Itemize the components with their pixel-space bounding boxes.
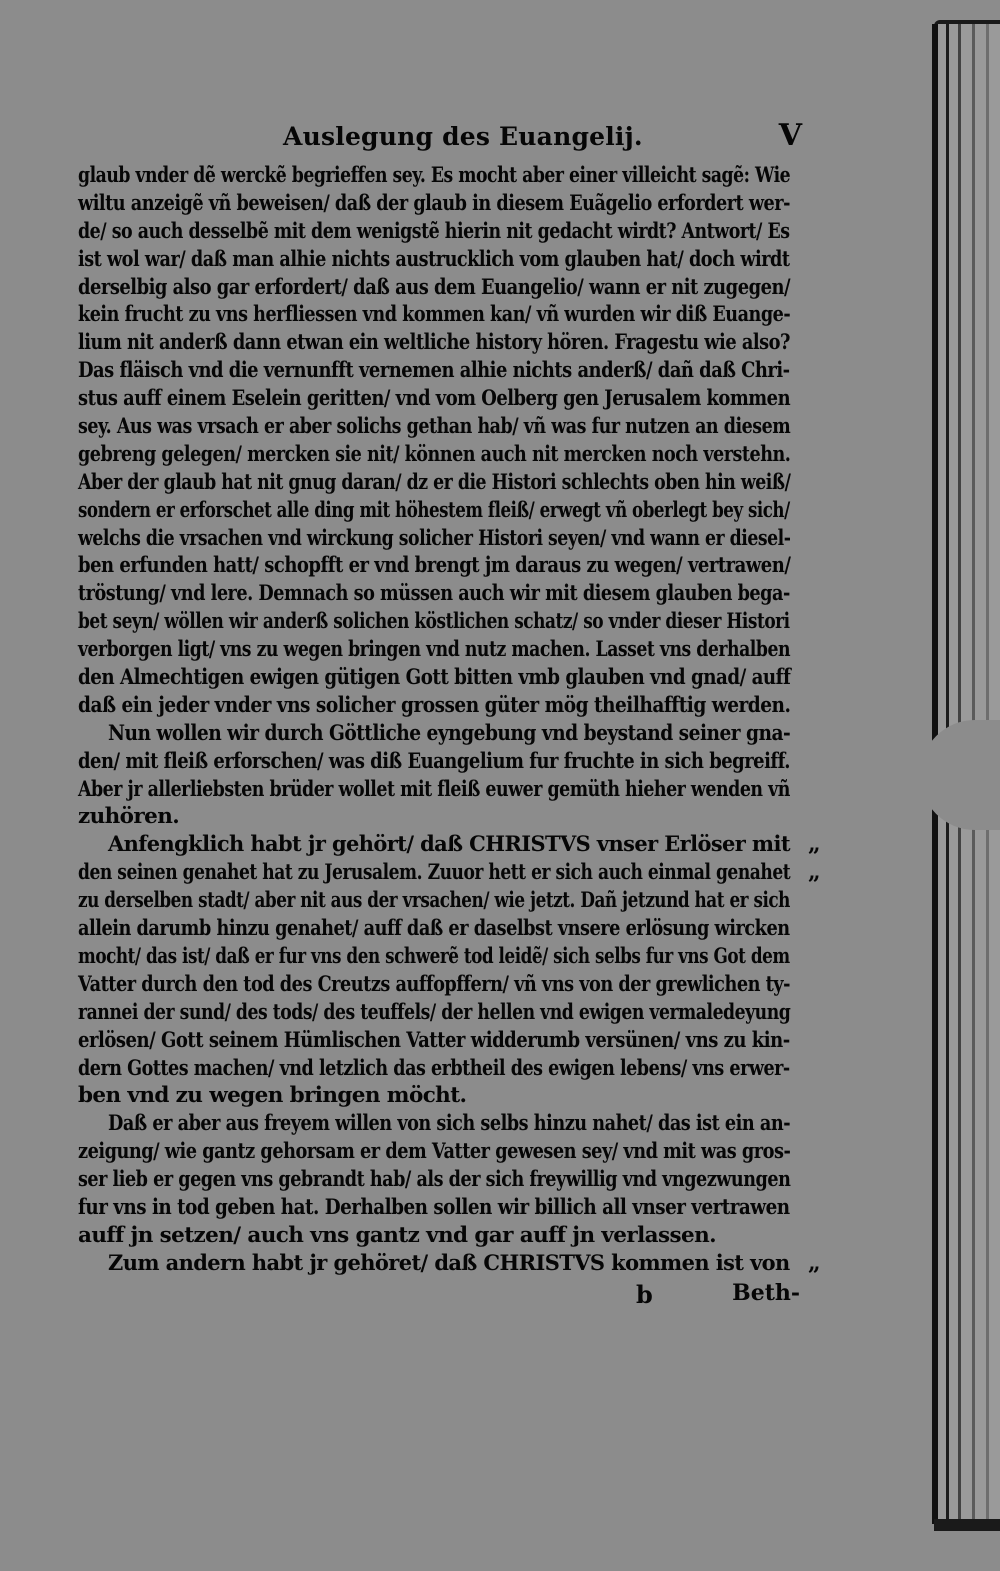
text-line <box>78 1138 798 1166</box>
text-line-content: Daß er aber aus freyem willen von sich selbs hinzu nahet/ das ist ein an- <box>108 1111 791 1137</box>
text-line <box>78 1082 798 1110</box>
text-line <box>78 1222 798 1250</box>
text-line-content: glaub vnder dẽ werckẽ begrieffen sey. Es mocht aber einer villeicht sagẽ: Wie <box>78 163 791 188</box>
text-line <box>78 1194 798 1222</box>
text-line-content: sey. Aus was vrsach er aber solichs gethan hab/ vñ was fur nutzen an diesem <box>78 414 791 440</box>
text-line-content: Nun wollen wir durch Göttliche eyngebung vnd beystand seiner gna- <box>108 720 791 746</box>
catchword: Beth- <box>732 1279 800 1306</box>
page-text-block <box>78 118 820 1310</box>
text-line <box>78 1249 820 1278</box>
text-line-content: Aber der glaub hat nit gnug daran/ dz er die Histori schlechts oben hin weiß/ <box>78 469 791 495</box>
text-line <box>78 748 798 776</box>
text-line <box>78 803 798 831</box>
text-line-content: den Almechtigen ewigen gütigen Gott bitten vmb glauben vnd gnad/ auff <box>78 665 791 691</box>
text-line <box>78 887 798 915</box>
text-line <box>78 971 798 999</box>
text-line <box>78 301 798 329</box>
running-head: Auslegung des Euangelij. <box>283 122 643 151</box>
page-header <box>78 118 802 162</box>
text-line <box>78 608 798 636</box>
text-line-content: den seinen genahet hat zu Jerusalem. Zuuor hett er sich auch einmal genahet <box>78 860 791 886</box>
text-line-content: ben vnd zu wegen bringen möcht. <box>78 1083 467 1109</box>
text-line <box>78 385 798 413</box>
text-line <box>78 246 798 274</box>
text-line-content: derselbig also gar erfordert/ daß aus dem Euangelio/ wann er nit zugegen/ <box>78 274 791 300</box>
margin-quote-mark: „ <box>807 859 820 886</box>
text-line-content: zu derselben stadt/ aber nit aus der vrsachen/ wie jetzt. Dañ jetzund hat er sich <box>78 888 790 914</box>
text-line-content: erlösen/ Gott seinem Hümlischen Vatter widderumb versünen/ vns zu kin- <box>78 1027 790 1053</box>
page-footer <box>78 1280 798 1310</box>
text-line <box>78 915 798 943</box>
text-line-content: gebreng gelegen/ mercken sie nit/ können auch nit mercken noch verstehn. <box>78 441 791 467</box>
text-line <box>78 999 798 1027</box>
text-line-content: den/ mit fleiß erforschen/ was diß Euangelium fur fruchte in sich begreiff. <box>78 748 790 774</box>
text-line-content: welchs die vrsachen vnd wirckung solicher Histori seyen/ vnd wann er diesel- <box>78 525 791 551</box>
text-line-content: ben erfunden hatt/ schopfft er vnd brengt jm daraus zu wegen/ vertrawen/ <box>78 553 791 579</box>
body-text <box>78 162 820 1278</box>
text-line-content: mocht/ das ist/ daß er fur vns den schwerẽ tod leidẽ/ sich selbs fur vns Got dem <box>78 943 790 969</box>
text-line <box>78 525 798 553</box>
text-line <box>78 943 798 971</box>
text-line <box>78 441 798 469</box>
text-line-content: Das fläisch vnd die vernunfft vernemen alhie nichts anderß/ dañ daß Chri- <box>78 358 790 384</box>
text-line <box>78 831 820 859</box>
text-line <box>78 413 798 441</box>
text-line-content: fur vns in tod geben hat. Derhalben sollen wir billich all vnser vertrawen <box>78 1194 790 1220</box>
text-line-content: dern Gottes machen/ vnd letzlich das erbtheil des ewigen lebens/ vns erwer- <box>78 1055 790 1081</box>
margin-quote-mark: „ <box>807 831 820 858</box>
text-line-content: ist wol war/ daß man alhie nichts austrucklich vom glauben hat/ doch wirdt <box>78 246 790 272</box>
text-line <box>78 720 798 748</box>
text-line-content: Aber jr allerliebsten brüder wollet mit fleiß euwer gemüth hieher wenden vñ <box>78 776 790 802</box>
text-line <box>78 636 798 664</box>
text-line-content: kein frucht zu vns herfliessen vnd kommen kan/ vñ wurden wir diß Euange- <box>78 302 791 328</box>
text-line-content: auff jn setzen/ auch vns gantz vnd gar auff jn verlassen. <box>78 1222 716 1248</box>
text-line <box>78 218 798 246</box>
text-line <box>78 552 798 580</box>
text-line-content: ser lieb er gegen vns gebrandt hab/ als der sich freywillig vnd vngezwungen <box>78 1167 791 1193</box>
text-line <box>78 469 798 497</box>
text-line-content: Vatter durch den tod des Creutzs auffopffern/ vñ vns von der grewlichen ty- <box>78 971 790 997</box>
text-line-content: wiltu anzeigẽ vñ beweisen/ daß der glaub in diesem Euãgelio erfordert wer- <box>78 190 790 216</box>
text-line-content: bet seyn/ wöllen wir anderß solichen köstlichen schatz/ so vnder dieser Histori <box>78 609 790 635</box>
text-line <box>78 1027 798 1055</box>
text-line <box>78 1055 798 1083</box>
text-line <box>78 329 798 357</box>
text-line <box>78 190 798 218</box>
text-line-content: de/ so auch desselbẽ mit dem wenigstẽ hierin nit gedacht wirdt? Antwort/ Es <box>78 218 790 244</box>
text-line-content: zuhören. <box>78 804 180 830</box>
folio-number: V <box>778 118 802 153</box>
text-line <box>78 162 798 190</box>
text-line <box>78 274 798 302</box>
text-line-content: allein darumb hinzu genahet/ auff daß er daselbst vnsere erlösung wircken <box>78 916 790 942</box>
text-line-content: verborgen ligt/ vns zu wegen bringen vnd nutz machen. Lasset vns derhalben <box>78 637 791 663</box>
text-line-content: Anfengklich habt jr gehört/ daß CHRISTVS vnser Erlöser mit <box>108 832 790 858</box>
margin-quote-mark: „ <box>807 1249 820 1276</box>
text-line-content: daß ein jeder vnder vns solicher grossen güter mög theilhafftig werden. <box>78 692 791 718</box>
text-line <box>78 692 798 720</box>
book-bottom-edge <box>934 1519 1000 1531</box>
text-line-content: sondern er erforschet alle ding mit höhestem fleiß/ erwegt vñ oberlegt bey sich/ <box>78 497 790 523</box>
text-line <box>78 580 798 608</box>
text-line <box>78 357 798 385</box>
text-line-content: rannei der sund/ des tods/ des teuffels/ der hellen vnd ewigen vermaledeyung <box>78 999 791 1025</box>
text-line-content: stus auff einem Eselein geritten/ vnd vom Oelberg gen Jerusalem kommen <box>78 386 791 412</box>
signature-mark: b <box>636 1279 653 1309</box>
text-line-content: zeigung/ wie gantz gehorsam er dem Vatter gewesen sey/ vnd mit was gros- <box>78 1139 791 1165</box>
text-line <box>78 1166 798 1194</box>
text-line <box>78 859 820 887</box>
text-line <box>78 664 798 692</box>
text-line <box>78 1110 798 1138</box>
text-line-content: Zum andern habt jr gehöret/ daß CHRISTVS kommen ist von <box>108 1250 790 1276</box>
text-line <box>78 776 798 804</box>
text-line-content: lium nit anderß dann etwan ein weltliche history hören. Fragestu wie also? <box>78 330 790 356</box>
text-line-content: tröstung/ vnd lere. Demnach so müssen auch wir mit diesem glauben bega- <box>78 581 790 607</box>
text-line <box>78 497 798 525</box>
